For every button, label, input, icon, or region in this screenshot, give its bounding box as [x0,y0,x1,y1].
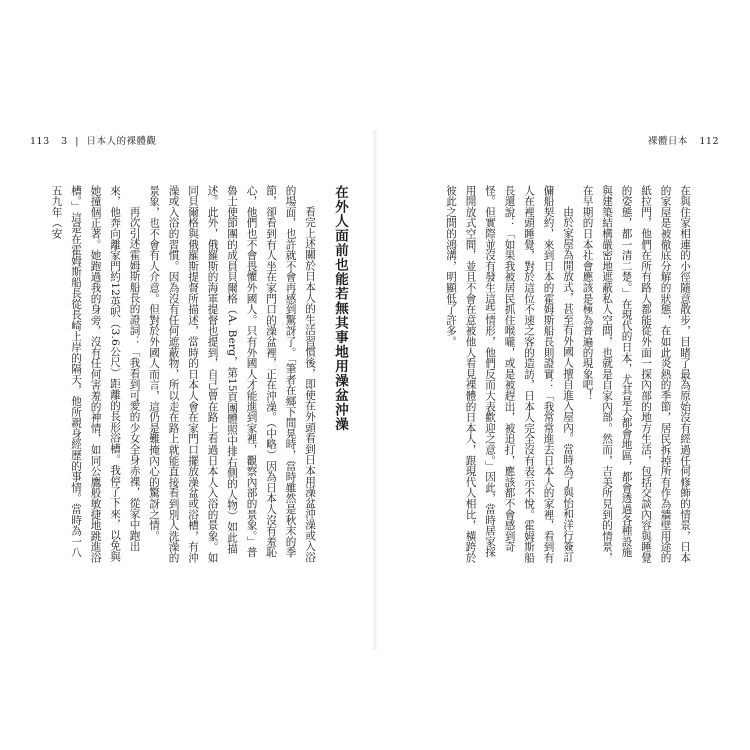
right-paragraph-2: 由於家屋為開放式，甚至有外國人擅自進入屋內。當時為了與怡和洋行簽訂傭船契約，來到日本的霍姆斯船長則證實：「我常常進去日本人的家裡，看到有人在裡頭睡覺，對於這位不速之客的造訪，日本人完全沒有表示不悅。霍姆斯船長還說：「如果我被居民抓住喉嚨，或是被趕出，被追打，應該都不會感到奇怪。但實際並沒有發生這些情形，他們反而大表歡迎之意。」因此，當時居家採用開放式空間，並且不會在意被他人看見裸體的日本人，跟現代人相比，橫跨於彼此之間的鴻溝，明顯低了許多。 [445,185,574,563]
book-title: 裸體日本 [647,136,688,147]
right-running-head [648,133,719,147]
left-paragraph-1: 看完上述關於日本人的生活習慣後，即使在外頭看到日本用澡盆沖澡或入浴的場面，也許就不會再感到驚訝了。「筆者在鄉下閒晃時，當時雖然是秋末的季節，卻看到有人坐在家門口的澡盆裡，正在沖澡。（中略）因為日本人沒有羞恥心，他們也不會畏懼外國人。只有外國人才能進到家裡，觀察內部的景象。」普魯士使節團的成員貝爾格（A. Berg，第15頁團體照中排右側的人物）如此描述。此外，俄羅斯的海軍提督也提到，自己曾在路上看過日本人入浴的景象。如同貝爾格與俄羅斯提督所描述，當時的日本人會在家門口擺放澡盆或浴槽，有沖澡或入浴的習慣。因為沒有任何遮蔽物，所以走在路上就能直接看到別人洗澡的景象，也不會有人介意。但對於外國人而言，這仍是難掩內心的驚訝之情。 [148,185,316,563]
running-head-separator: | [75,136,79,147]
chapter-number: 3 [61,136,68,147]
chapter-title: 日本人的裸體觀 [86,136,157,147]
section-heading: 在外人面前也能若無其事地用澡盆沖澡 [332,185,348,432]
right-page-body [432,185,694,563]
right-page-number: 112 [699,136,719,147]
left-page-number: 113 [30,136,50,147]
right-paragraph-1: 在與住家相連的小徑隨意散步，目睹了最為原始沒有經過任何修飾的情景，日本的家屋是被徹底分解的狀態，在如此炎熱的季節，居民拆掉所有作為牆壁用途的紙拉門，他們在所有路人都能從外面一探內部的地方生活，包括交談內容與睡覺的姿態，都一清二楚。」在現代的日本，尤其是大都會地區，都會透過各種設施與建築結構嚴密地遮蔽私人空間，也就是自家內部。然而，吉美所見到的情景，在早期的日本社會應該是極為普遍的現象吧！ [581,185,691,563]
left-running-head [30,133,157,147]
left-paragraph-2: 再次引述霍姆斯船長的證詞：「我看到可愛的少女全身赤裸，從家中跑出來，他奔向離家門約12英呎（3.6公尺）距離的長形浴槽。我停了下來，以免與她撞個正著。她跑過我的身旁，沒有任何害羞的神情，如同公鷹般敏捷地跳進浴槽。」這是在霍姆斯船長從長崎上岸的隔天，他所親身經歷的事情。當時為一八五九年（安 [50,185,141,563]
left-page-body [40,185,353,563]
